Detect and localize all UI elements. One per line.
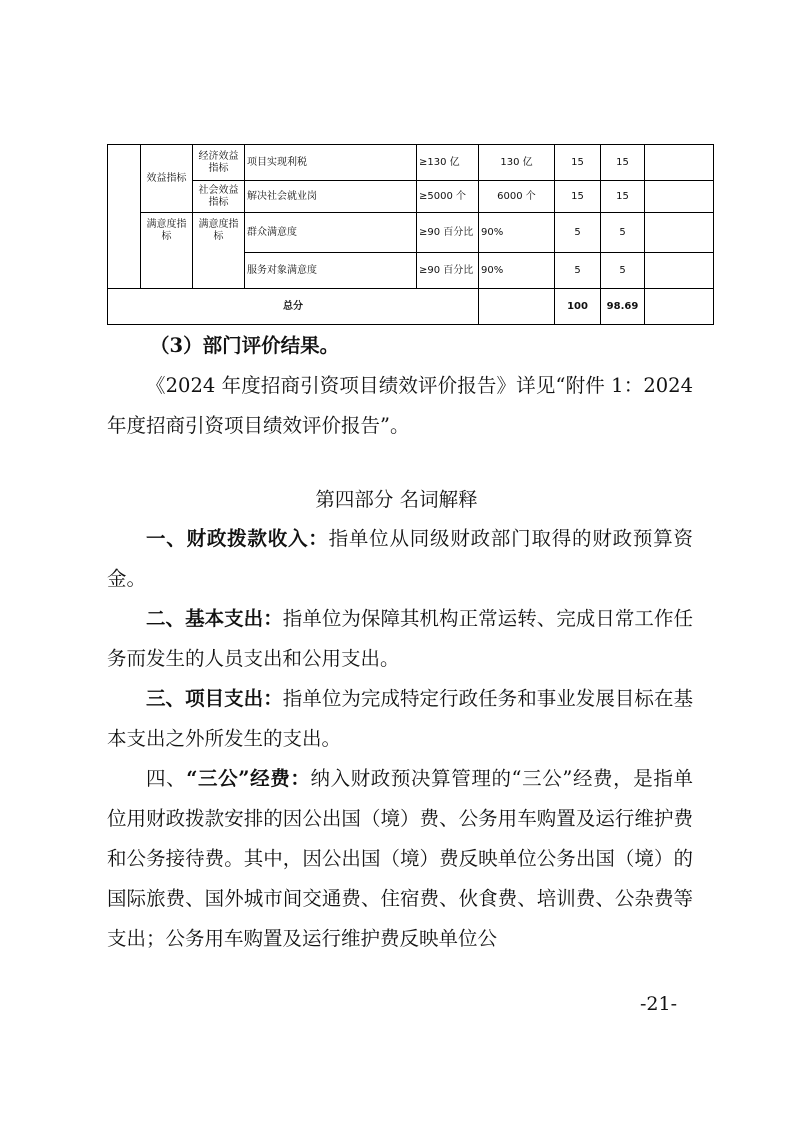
item-cell: 服务对象满意度 <box>245 253 417 289</box>
total-label: 总分 <box>108 289 479 325</box>
term-prefix: 四、 <box>146 767 187 790</box>
remark-cell <box>645 253 714 289</box>
item-cell: 项目实现利税 <box>245 145 417 181</box>
subcategory-cell: 经济效益指标 <box>193 145 245 181</box>
section-title: （3）部门评价结果。 <box>150 334 340 357</box>
performance-table <box>107 144 714 325</box>
left-margin-cell <box>108 145 141 289</box>
weight-cell: 15 <box>555 145 601 181</box>
total-score: 98.69 <box>601 289 645 325</box>
score-cell: 5 <box>601 253 645 289</box>
table-row <box>108 213 714 253</box>
term-label: “三公”经费： <box>186 767 311 790</box>
subcategory-cell: 满意度指标 <box>193 213 245 289</box>
actual-cell: 90% <box>479 213 555 253</box>
score-cell: 15 <box>601 145 645 181</box>
section-body: 《2024 年度招商引资项目绩效评价报告》详见“附件 1：2024 年度招商引资项目绩效评价报告”。 <box>107 374 693 437</box>
item-cell: 群众满意度 <box>245 213 417 253</box>
table-row <box>108 145 714 181</box>
table-row <box>108 181 714 213</box>
term-text: 指单位为完成特定行政任务和事业发展目标在基本支出之外所发生的支出。 <box>107 687 693 750</box>
remark-cell <box>645 181 714 213</box>
term-paragraph <box>107 679 693 759</box>
term-text: 纳入财政预决算管理的“三公”经费，是指单位用财政拨款安排的因公出国（境）费、公务用车购置及运行维护费和公务接待费。其中，因公出国（境）费反映单位公务出国（境）的国际旅费、国外城市间交通费、住宿费、伙食费、培训费、公杂费等支出；公务用车购置及运行维护费反映单位公 <box>107 767 693 950</box>
weight-cell: 5 <box>555 253 601 289</box>
actual-cell <box>479 289 555 325</box>
score-cell: 5 <box>601 213 645 253</box>
target-cell: ≥5000 个 <box>417 181 479 213</box>
term-paragraph <box>107 599 693 679</box>
category-cell: 效益指标 <box>141 145 193 213</box>
total-row <box>108 289 714 325</box>
target-cell: ≥130 亿 <box>417 145 479 181</box>
remark-cell <box>645 145 714 181</box>
item-cell: 解决社会就业岗 <box>245 181 417 213</box>
weight-cell: 15 <box>555 181 601 213</box>
target-cell: ≥90 百分比 <box>417 213 479 253</box>
term-paragraph <box>107 759 693 959</box>
term-text: 指单位为保障其机构正常运转、完成日常工作任务而发生的人员支出和公用支出。 <box>107 607 693 670</box>
part-heading: 第四部分 名词解释 <box>315 488 478 511</box>
target-cell: ≥90 百分比 <box>417 253 479 289</box>
term-paragraph <box>107 519 693 599</box>
weight-cell: 5 <box>555 213 601 253</box>
total-weight: 100 <box>555 289 601 325</box>
actual-cell: 90% <box>479 253 555 289</box>
term-label: 二、基本支出： <box>146 607 283 630</box>
actual-cell: 6000 个 <box>479 181 555 213</box>
term-label: 一、财政拨款收入： <box>146 527 329 550</box>
term-text: 指单位从同级财政部门取得的财政预算资金。 <box>107 527 693 590</box>
term-label: 三、项目支出： <box>146 687 283 710</box>
page-number: -21- <box>640 993 678 1015</box>
remark-cell <box>645 289 714 325</box>
score-cell: 15 <box>601 181 645 213</box>
category-cell: 满意度指标 <box>141 213 193 289</box>
remark-cell <box>645 213 714 253</box>
actual-cell: 130 亿 <box>479 145 555 181</box>
subcategory-cell: 社会效益指标 <box>193 181 245 213</box>
